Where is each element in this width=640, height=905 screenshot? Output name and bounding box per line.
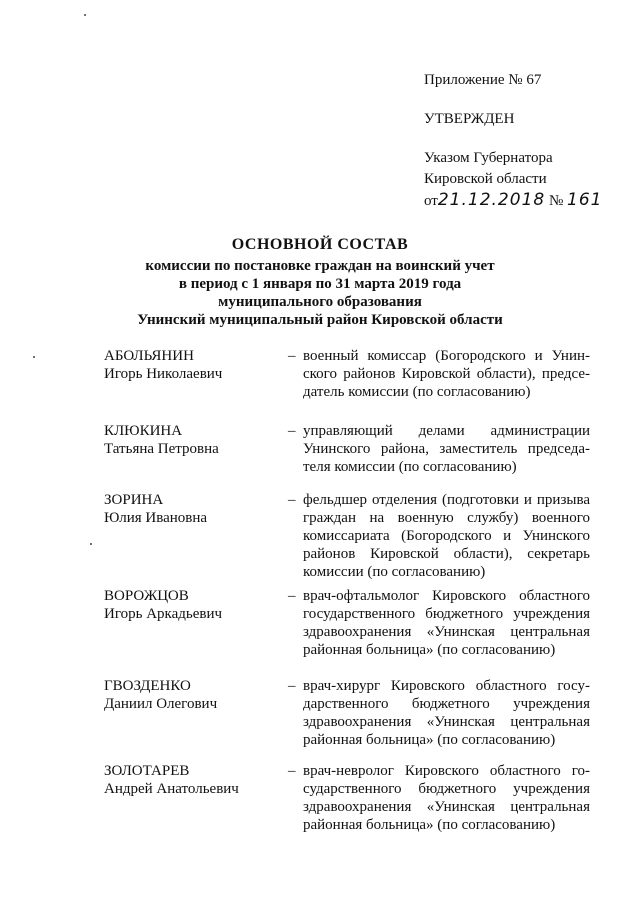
member-entry xyxy=(104,762,594,837)
appendix-number: Приложение № 67 xyxy=(424,72,542,88)
member-role: врач-офтальмолог Кировского областного государственного бюджетного учреждения здравоохранения «Унинская центральная районная больница» (по согласованию) xyxy=(303,588,590,658)
document-title xyxy=(0,233,640,329)
date-prefix: от xyxy=(424,193,438,209)
decree-line-1: Указом Губернатора xyxy=(424,150,553,166)
member-entry xyxy=(104,491,594,586)
member-dash: – xyxy=(288,423,296,439)
member-role: военный комиссар (Богородского и Унинского районов Кировской области), председатель комиссии (по согласованию) xyxy=(303,348,590,400)
member-given-name: Игорь Николаевич xyxy=(104,366,223,382)
member-role: врач-хирург Кировского областного государственного бюджетного учреждения здравоохранения «Унинская центральная районная больница» (по согласованию) xyxy=(303,678,590,748)
title-main: ОСНОВНОЙ СОСТАВ xyxy=(231,236,409,253)
member-surname: КЛЮКИНА xyxy=(104,423,183,439)
member-surname: ВОРОЖЦОВ xyxy=(104,588,189,604)
handwritten-date: 21.12.2018 xyxy=(437,190,546,210)
approved-label: УТВЕРЖДЕН xyxy=(424,111,515,127)
number-prefix: № xyxy=(548,193,564,209)
member-entry xyxy=(104,587,594,662)
member-role: врач-невролог Кировского областного государственного бюджетного учреждения здравоохранения «Унинская центральная районная больница» (по согласованию) xyxy=(303,763,590,833)
member-role: управляющий делами администрации Унинского района, заместитель председателя комиссии (по согласованию) xyxy=(303,423,590,475)
title-line-1: комиссии по постановке граждан на воинский учет xyxy=(145,258,495,274)
member-surname: ГВОЗДЕНКО xyxy=(104,678,191,694)
member-name xyxy=(104,422,274,458)
member-entry xyxy=(104,422,594,482)
member-dash: – xyxy=(288,348,296,364)
member-surname: ЗОРИНА xyxy=(104,492,164,508)
decree-line-2: Кировской области xyxy=(424,171,547,187)
member-dash: – xyxy=(288,678,296,694)
member-dash: – xyxy=(288,588,296,604)
member-surname: ЗОЛОТАРЕВ xyxy=(104,763,190,779)
member-dash: – xyxy=(288,763,296,779)
title-line-2: в период с 1 января по 31 марта 2019 года xyxy=(178,276,462,292)
title-line-4: Унинский муниципальный район Кировской области xyxy=(137,312,503,328)
approval-block xyxy=(424,70,624,212)
member-given-name: Игорь Аркадьевич xyxy=(104,606,223,622)
member-dash: – xyxy=(288,492,296,508)
member-given-name: Юлия Ивановна xyxy=(104,510,208,526)
member-name xyxy=(104,491,274,527)
member-given-name: Даниил Олегович xyxy=(104,696,218,712)
member-surname: АБОЛЬЯНИН xyxy=(104,348,194,364)
handwritten-number: 161 xyxy=(567,190,603,210)
member-name xyxy=(104,677,274,713)
title-line-3: муниципального образования xyxy=(218,294,422,310)
decree-date-line xyxy=(424,190,624,212)
member-name xyxy=(104,587,274,623)
member-given-name: Андрей Анатольевич xyxy=(104,781,239,797)
member-name xyxy=(104,347,274,383)
member-given-name: Татьяна Петровна xyxy=(104,441,219,457)
member-entry xyxy=(104,677,594,752)
member-entry xyxy=(104,347,594,407)
member-name xyxy=(104,762,274,798)
member-role: фельдшер отделения (подготовки и призыва граждан на военную службу) военного комиссариата (Богородского и Унинского районов Кировской области), секретарь комиссии (по согласованию) xyxy=(303,492,590,580)
